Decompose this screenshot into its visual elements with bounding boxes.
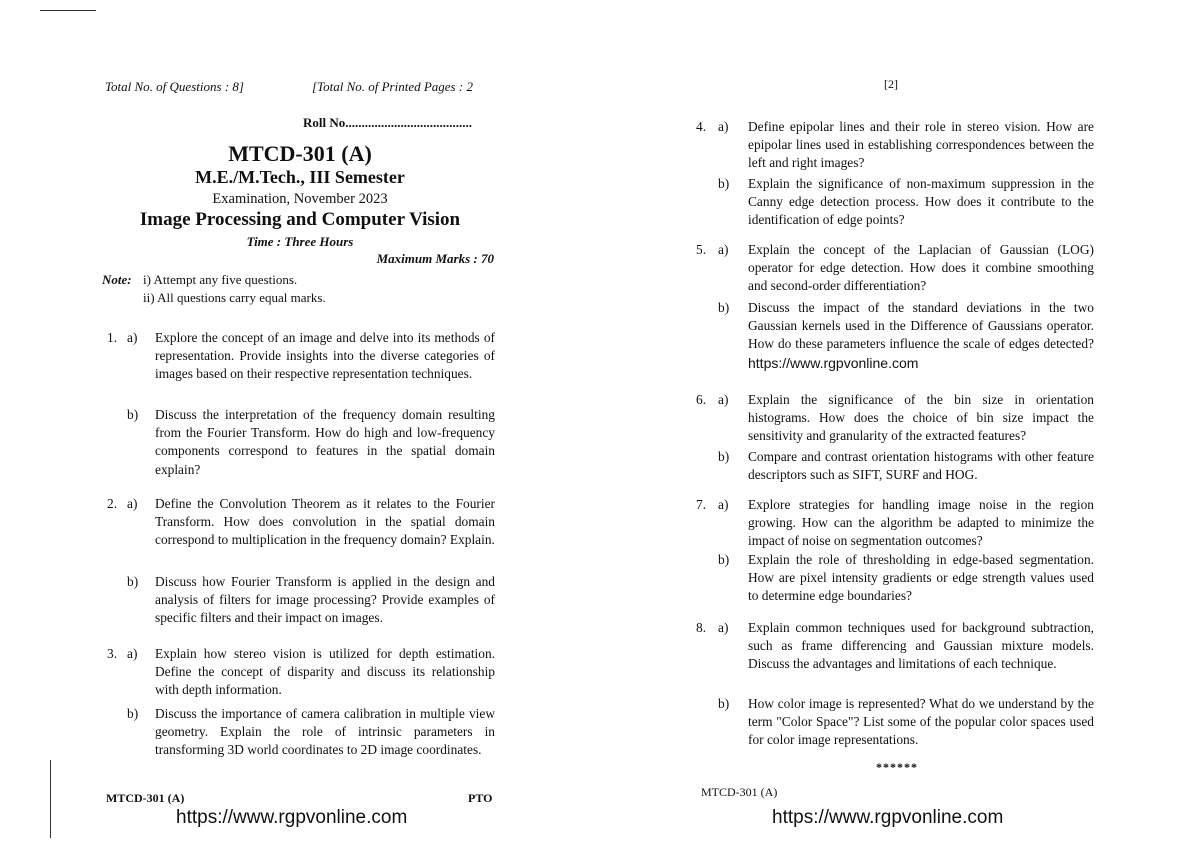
question-number: 2. bbox=[107, 496, 118, 511]
part-label: a) bbox=[718, 497, 729, 512]
question-number: 4. bbox=[696, 119, 707, 134]
question-text-block bbox=[748, 299, 1094, 373]
part-label: b) bbox=[718, 176, 730, 191]
website-url[interactable]: https://www.rgpvonline.com bbox=[772, 807, 1004, 828]
total-printed-pages: [Total No. of Printed Pages : 2 bbox=[312, 79, 473, 94]
part-label: a) bbox=[718, 119, 729, 134]
total-questions: Total No. of Questions : 8] bbox=[105, 79, 244, 94]
part-label: a) bbox=[718, 242, 729, 257]
note-instruction-2: ii) All questions carry equal marks. bbox=[143, 290, 326, 305]
question-text: Discuss the interpretation of the frequency domain resulting from the Fourier Transform. How do high and low-frequency components correspond to features in the spatial domain explain? bbox=[155, 407, 495, 477]
question-number: 7. bbox=[696, 497, 707, 512]
question-text: Compare and contrast orientation histograms with other feature descriptors such as SIFT, SURF and HOG. bbox=[748, 449, 1094, 483]
inline-website-url[interactable]: https://www.rgpvonline.com bbox=[748, 354, 919, 371]
part-label: b) bbox=[127, 706, 139, 721]
time-allowed: Time : Three Hours bbox=[246, 234, 354, 249]
maximum-marks: Maximum Marks : 70 bbox=[376, 251, 494, 266]
footer-paper-code: MTCD-301 (A) bbox=[701, 785, 778, 799]
question-text: Explain the significance of the bin size in orientation histograms. How does the choice of bin size impact the sensitivity and granularity of the extracted features? bbox=[748, 392, 1094, 444]
question-text: Discuss the impact of the standard deviations in the two Gaussian kernels used in the Difference of Gaussians operator. How do these parameters influence the scale of edges detected? bbox=[748, 300, 1094, 352]
end-of-paper-mark: ****** bbox=[876, 760, 918, 774]
question-number: 5. bbox=[696, 242, 707, 257]
question-text: Define the Convolution Theorem as it relates to the Fourier Transform. How does convolution in the spatial domain correspond to multiplication in the frequency domain? Explain. bbox=[155, 496, 495, 548]
question-text: Explore the concept of an image and delve into its methods of representation. Provide insights into the diverse categories of images based on their respective representation techniques. bbox=[155, 330, 495, 382]
question-text: Discuss the importance of camera calibration in multiple view geometry. Explain the role of intrinsic parameters in transforming 3D world coordinates to 2D image coordinates. bbox=[155, 706, 495, 758]
part-label: b) bbox=[127, 407, 139, 422]
part-label: a) bbox=[127, 646, 138, 661]
examination-session: Examination, November 2023 bbox=[212, 191, 388, 207]
footer-paper-code: MTCD-301 (A) bbox=[106, 791, 185, 805]
question-text: Define epipolar lines and their role in stereo vision. How are epipolar lines used in establishing correspondences between the left and right images? bbox=[748, 119, 1094, 171]
part-label: b) bbox=[718, 300, 730, 315]
part-label: b) bbox=[718, 696, 730, 711]
part-label: a) bbox=[127, 496, 138, 511]
part-label: a) bbox=[127, 330, 138, 345]
question-text: Explain the concept of the Laplacian of Gaussian (LOG) operator for edge detection. How does it combine smoothing and second-order differentiation? bbox=[748, 242, 1094, 294]
note-instruction-1: i) Attempt any five questions. bbox=[143, 272, 298, 287]
page-number: [2] bbox=[884, 77, 898, 91]
question-number: 8. bbox=[696, 620, 707, 635]
part-label: b) bbox=[127, 574, 139, 589]
question-text: Explore strategies for handling image noise in the region growing. How can the algorithm be adapted to minimize the impact of noise on segmentation outcomes? bbox=[748, 497, 1094, 549]
website-url[interactable]: https://www.rgpvonline.com bbox=[176, 807, 408, 828]
scan-edge-line bbox=[50, 760, 51, 838]
question-text: Explain common techniques used for background subtraction, such as frame differencing and Gaussian mixture models. Discuss the advantages and limitations of each technique. bbox=[748, 620, 1094, 672]
roll-no: Roll No....................................... bbox=[303, 115, 472, 130]
part-label: a) bbox=[718, 620, 729, 635]
question-number: 1. bbox=[107, 330, 118, 345]
note-label: Note: bbox=[102, 272, 132, 287]
scan-mark bbox=[40, 10, 96, 11]
question-text: How color image is represented? What do we understand by the term "Color Space"? List some of the popular color spaces used for color image representations. bbox=[748, 696, 1094, 748]
please-turn-over: PTO bbox=[468, 791, 493, 805]
question-text: Explain the role of thresholding in edge-based segmentation. How are pixel intensity gradients or edge strength values used to determine edge boundaries? bbox=[748, 552, 1094, 604]
question-number: 6. bbox=[696, 392, 707, 407]
question-number: 3. bbox=[107, 646, 118, 661]
right-page bbox=[600, 0, 1200, 849]
degree-semester: M.E./M.Tech., III Semester bbox=[195, 167, 405, 187]
subject-title: Image Processing and Computer Vision bbox=[139, 209, 461, 230]
part-label: b) bbox=[718, 552, 730, 567]
part-label: a) bbox=[718, 392, 729, 407]
paper-code: MTCD-301 (A) bbox=[228, 141, 372, 166]
part-label: b) bbox=[718, 449, 730, 464]
question-text: Explain the significance of non-maximum suppression in the Canny edge detection process. How does it contribute to the identification of edge points? bbox=[748, 176, 1094, 228]
question-text: Discuss how Fourier Transform is applied in the design and analysis of filters for image processing? Provide examples of specific filters and their impact on images. bbox=[155, 574, 495, 626]
question-text: Explain how stereo vision is utilized for depth estimation. Define the concept of disparity and discuss its relationship with depth information. bbox=[155, 646, 495, 698]
